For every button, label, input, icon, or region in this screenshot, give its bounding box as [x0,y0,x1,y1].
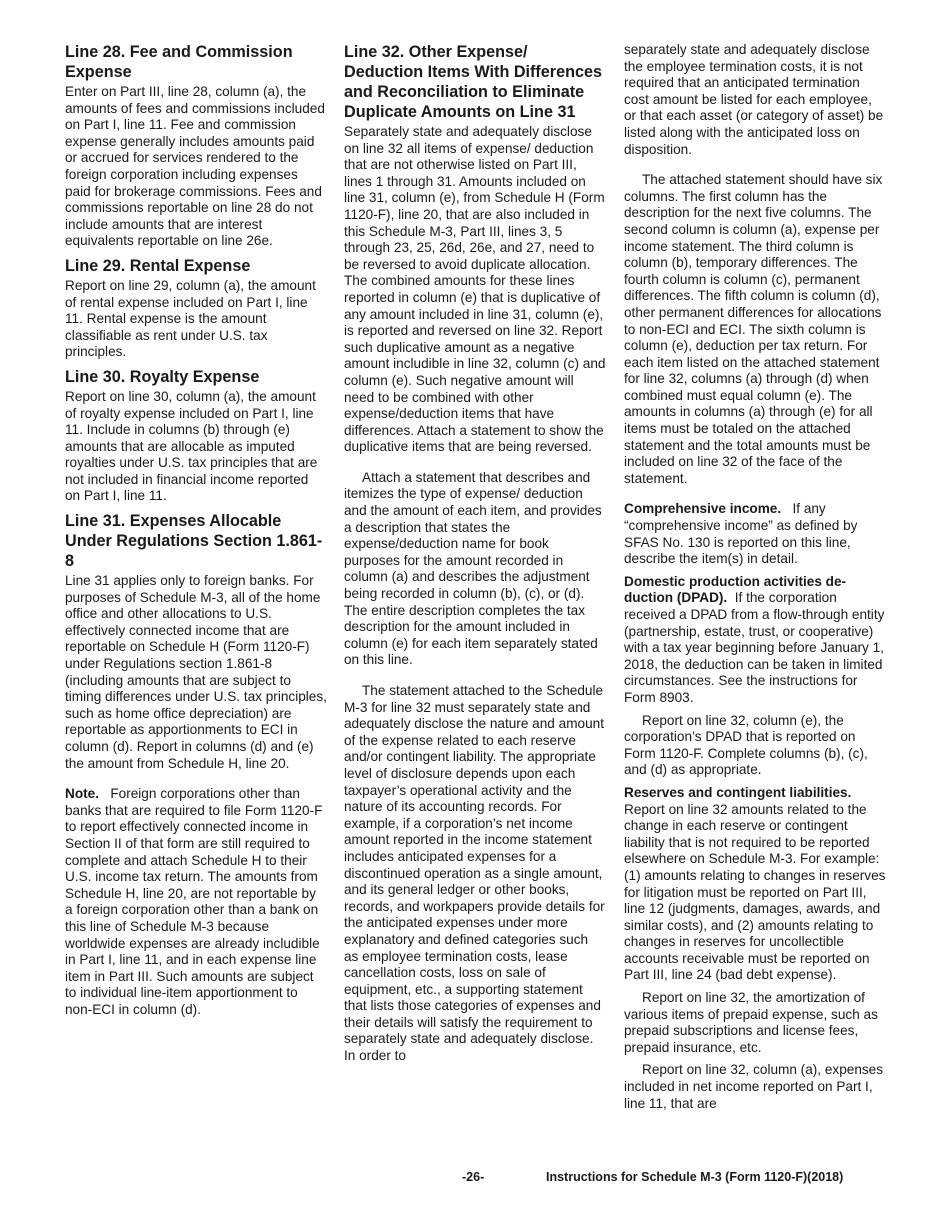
column-right [624,42,886,1118]
line29-text: Report on line 29, column (a), the amount of rental expense included on Part I, line 11. Rental expense is the amount classifiable as rent under U.S. tax principles. [65,277,316,360]
dpad-heading: Domestic production activities deduction (DPAD). [624,573,847,606]
page-number: -26- [462,1170,485,1184]
line30-text: Report on line 30, column (a), the amount of royalty expense included on Part I, line 11. Include in columns (b) through (e) amounts that are allocable as imputed royalties under U.S. tax principles that are not included in financial income reported on Part I, line 11. [65,388,318,504]
comprehensive-income-heading: Comprehensive income. [624,501,782,517]
line28-heading: Line 28. Fee and Commission Expense [65,43,293,81]
line29-heading: Line 29. Rental Expense [65,256,251,275]
expenses-paragraph: Report on line 32, column (a), expenses included in net income reported on Part I, line 11, that are [624,1062,884,1111]
line32-paragraph-3: The statement attached to the Schedule M-3 for line 32 must separately state and adequately disclose the nature and amount of the expense related to each reserve and/or contingent liability. The appropriate level of disclosure depends upon each taxpayer’s operational activity and the nature of its accounting records. For example, if a corporation’s net income amount reported in the income statement includes anticipated expenses for a discontinued operation as a single amount, and its general ledger or other books, records, and workpapers provide details for the anticipated expenses under more explanatory and defined categories such as employee termination costs, lease cancellation costs, loss on sale of equipment, etc., a supporting statement that lists those categories of expenses and their details will satisfy the requirement to separately state and adequately disclose. In order to [344,683,605,1064]
continued-paragraph: separately state and adequately disclose the employee termination costs, it is not required that an anticipated termination cost amount be listed for each employee, or that each asset (or category of asset) be listed along with the anticipated loss on disposition. [624,42,884,157]
line30-heading: Line 30. Royalty Expense [65,367,260,386]
statement-columns-paragraph: The attached statement should have six columns. The first column has the description for the next five columns. The second column is column (a), expense per income statement. The third column is column (b), temporary differences. The fourth column is column (c), permanent differences. The fifth column is column (d), other permanent differences for allocations to non-ECI and ECI. The sixth column is column (e), deduction per tax return. For each item listed on the attached statement for line 32, columns (a) through (d) when combined must equal column (e). The amounts in columns (a) through (e) for all items must be totaled on the attached statement and the total amounts must be included on line 32 of the face of the statement. [624,172,883,486]
line32-paragraph-1: Separately state and adequately disclose on line 32 all items of expense/ deduction that are not otherwise listed on Part III, lines 1 through 31. Amounts included on line 31, column (e), from Schedule H (Form 1120-F), line 20, that are also included in this Schedule M-3, Part III, lines 3, 5 through 23, 25, 26d, 26e, and 27, need to be reversed to avoid duplicate allocation. The combined amounts for these lines reported in column (e) that is duplicative of any amount included in line 31, column (e), is reported and reversed on line 32. Report such duplicative amount as a negative amount includible in line 32, column (c) and column (e). Such negative amount will need to be combined with other expense/deduction items that have differences. Attach a statement to show the duplicative items that are being reversed. [344,124,606,455]
comprehensive-income-paragraph [624,501,886,567]
note-label: Note. [65,786,99,802]
reserves-paragraph [624,785,886,984]
dpad-report-paragraph: Report on line 32, column (e), the corporation’s DPAD that is reported on Form 1120-F. Complete columns (b), (c), and (d) as appropriate. [624,712,868,778]
line32-paragraph-2: Attach a statement that describes and itemizes the type of expense/ deduction and the amount of each item, and provides a description that states the expense/deduction name for book purposes for the amount recorded in column (a) and describes the adjustment being recorded in column (b), (c), or (d). The entire description completes the tax description for the amount included in column (e) for each item separately stated on this line. [344,469,602,668]
note-paragraph [65,786,327,1018]
dpad-paragraph [624,574,886,707]
dpad-text: If the corporation received a DPAD from a flow-through entity (partnership, estate, trust, or cooperative) with a tax year beginning before January 1, 2018, the deduction can be taken in limited circumstances. See the instructions for Form 8903. [624,590,885,705]
line28-text: Enter on Part III, line 28, column (a), the amounts of fees and commissions included on Part I, line 11. Fee and commission expense generally includes amounts paid or accrued for services rendered to the foreign corporation including expenses paid for brokerage commissions. Fees and commissions reportable on line 28 do not include amounts that are interest equivalents reportable on line 26e. [65,84,325,249]
column-left [65,42,327,1025]
page-footer [0,1170,950,1190]
column-middle [344,42,606,1071]
reserves-text: Report on line 32 amounts related to the change in each reserve or contingent liability that is not required to be reported elsewhere on Schedule M-3. For example: (1) amounts relating to changes in reserves for litigation must be reported on Part III, line 12 (judgments, damages, awards, and similar costs), and (2) amounts relating to changes in reserves for uncollectible accounts receivable must be reported on Part III, line 24 (bad debt expense). [624,801,886,983]
note-text: Foreign corporations other than banks that are required to file Form 1120-F to report effectively connected income in Section II of that form are still required to complete and attach Schedule H to their U.S. income tax return. The amounts from Schedule H, line 20, are not reportable by a foreign corporation other than a bank on this line of Schedule M-3 because worldwide expenses are already includible in Part I, line 11, and in each expense line item in Part III. Such amounts are subject to individual line-item apportionment to non-ECI in column (d). [65,786,323,1017]
line31-heading: Line 31. Expenses Allocable Under Regulations Section 1.861-8 [65,512,323,571]
line32-heading: Line 32. Other Expense/ Deduction Items With Differences and Reconciliation to Eliminate Duplicate Amounts on Line 31 [344,43,602,121]
prepaid-paragraph: Report on line 32, the amortization of various items of prepaid expense, such as prepaid subscriptions and license fees, prepaid insurance, etc. [624,990,878,1055]
reserves-heading: Reserves and contingent liabilities. [624,784,852,800]
footer-title: Instructions for Schedule M-3 (Form 1120-F)(2018) [546,1170,844,1184]
comprehensive-income-text: If any “comprehensive income” as defined by SFAS No. 130 is reported on this line, describe the item(s) in detail. [624,501,858,567]
line31-text: Line 31 applies only to foreign banks. For purposes of Schedule M-3, all of the home office and other allocations to U.S. effectively connected income that are reportable on Schedule H (Form 1120-F) under Regulations section 1.861-8 (including amounts that are subject to timing differences under U.S. tax principles, such as home office depreciation) are reportable as apportionments to ECI in column (d). Report in columns (d) and (e) the amount from Schedule H, line 20. [65,573,327,771]
